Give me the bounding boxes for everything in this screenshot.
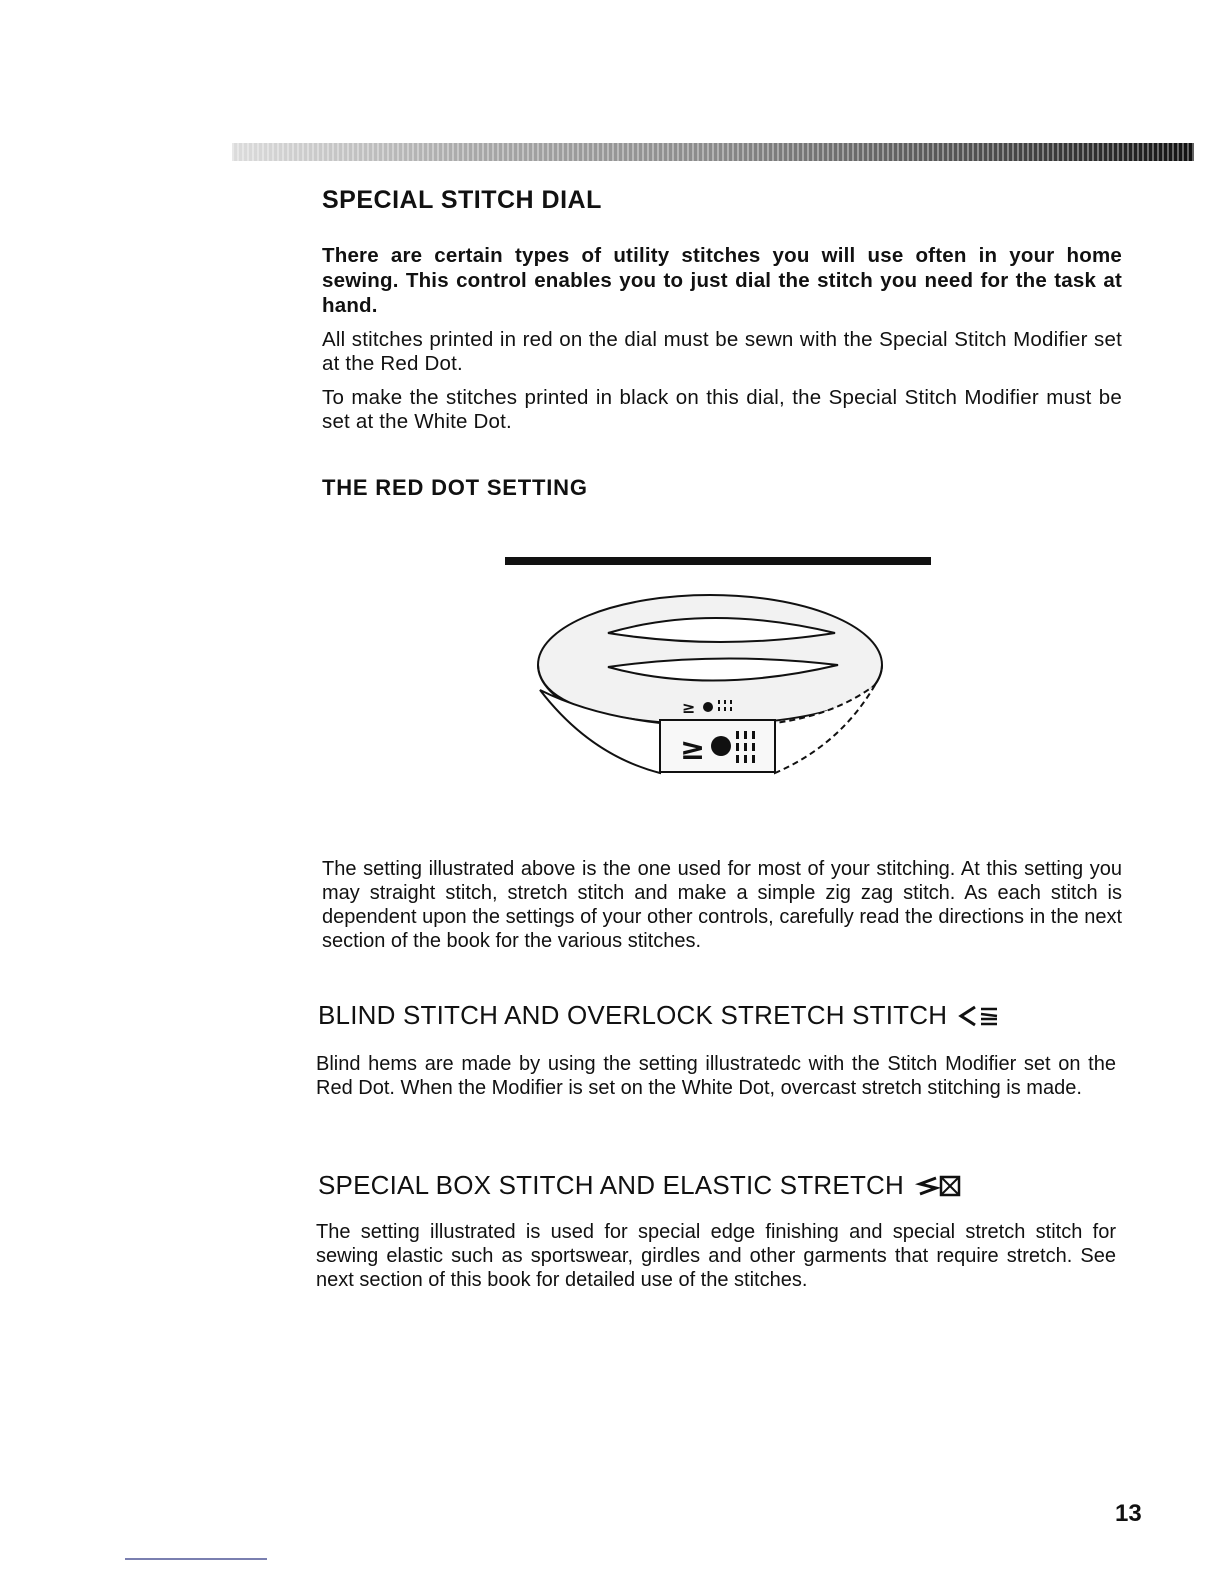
section-title-row [318,1000,1118,1031]
section-special-stitch-dial [322,186,1122,215]
red-dot-description [322,857,1122,953]
paragraph-red-stitches: All stitches printed in red on the dial must be sewn with the Special Stitch Modifier set at the Red Dot. [322,328,1122,375]
section-box-stitch [318,1170,1118,1201]
section-title: SPECIAL BOX STITCH AND ELASTIC STRETCH [318,1170,904,1200]
section-blind-stitch [318,1000,1118,1031]
paragraph-blind-stitch: Blind hems are made by using the setting illustratedc with the Stitch Modifier set on the Red Dot. When the Modifier is set on the White Dot, overcast stretch stitching is made. [316,1053,1116,1099]
svg-text:≥: ≥ [680,732,706,767]
box-stitch-icon [914,1172,966,1200]
paragraph-red-dot: The setting illustrated above is the one used for most of your stitching. At this setting you may straight stitch, stretch stitch and make a simple zig zag stitch. As each stitch is dependent upon the settings of your other controls, carefully read the directions in the next section of the book for the various stitches. [322,858,1122,952]
top-divider [232,143,1194,161]
svg-text:≥: ≥ [682,698,696,717]
blind-stitch-description [316,1052,1116,1100]
blind-stitch-icon [957,1003,1001,1029]
section-red-dot-setting [322,475,1122,501]
box-stitch-description [316,1220,1116,1292]
dial-top-bar [505,557,931,565]
bottom-scan-line [125,1558,267,1560]
paragraph-box-stitch: The setting illustrated is used for special edge finishing and special stretch stitch for sewing elastic such as sportswear, girdles and other garments that require stretch. See next section of this book for detailed use of the stitches. [316,1221,1116,1291]
stitch-dial-icon [520,585,910,790]
section-title-row [318,1170,1118,1201]
section-title: SPECIAL STITCH DIAL [322,186,602,214]
page-number: 13 [1115,1500,1142,1527]
paragraph-utility-stitches: There are certain types of utility stitches you will use often in your home sewing. This control enables you to just dial the stitch you need for the task at hand. [322,244,1122,317]
section-title: BLIND STITCH AND OVERLOCK STRETCH STITCH [318,1000,948,1030]
paragraph-black-stitches: To make the stitches printed in black on this dial, the Special Stitch Modifier must be set at the White Dot. [322,386,1122,433]
section-title: THE RED DOT SETTING [322,475,588,500]
intro-paragraphs [322,243,1122,434]
